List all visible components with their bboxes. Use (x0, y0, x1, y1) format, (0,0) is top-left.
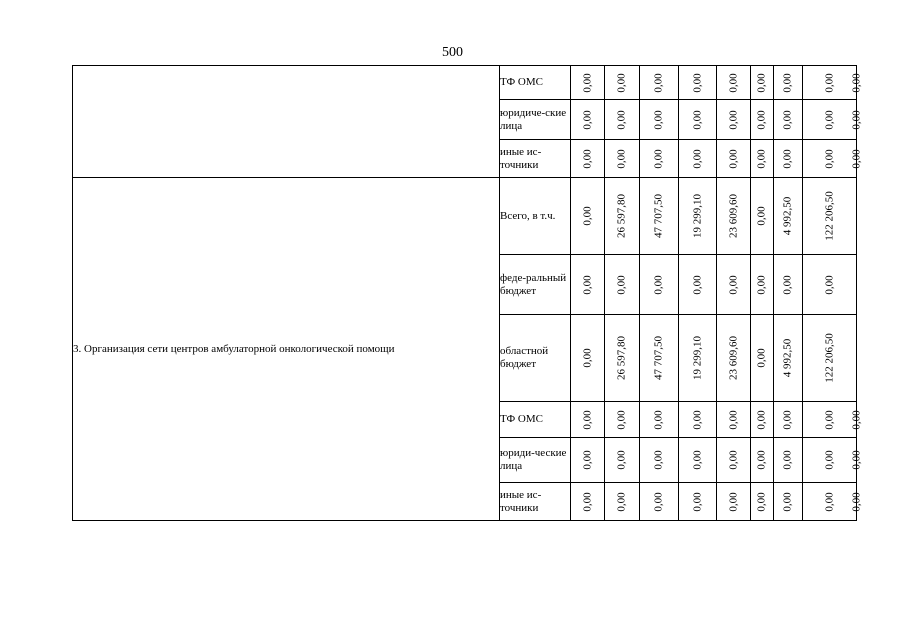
value-cell (571, 255, 605, 315)
value-text: 0,00 (850, 409, 863, 430)
value-text: 47 707,50 (652, 194, 665, 238)
value-cell (679, 66, 717, 100)
value-cell (679, 140, 717, 178)
value-cell (717, 178, 751, 255)
value-text: 47 707,50 (652, 336, 665, 380)
value-cell (803, 402, 857, 438)
value-cell (640, 402, 679, 438)
value-cell (640, 100, 679, 140)
value-text: 0,00 (652, 274, 665, 295)
value-text: 0,00 (691, 148, 704, 169)
value-text: 0,00 (581, 348, 594, 368)
value-text: 0,00 (727, 409, 740, 430)
value-text: 0,00 (781, 109, 794, 130)
value-cell (605, 402, 640, 438)
value-cell (605, 100, 640, 140)
value-cell (679, 100, 717, 140)
table-row (73, 66, 857, 100)
value-text: 0,00 (691, 409, 704, 430)
value-text: 23 609,60 (727, 336, 740, 380)
value-cell (774, 402, 803, 438)
value-cell (803, 140, 857, 178)
value-text: 19 299,10 (691, 194, 704, 238)
value-text: 0,00 (755, 491, 768, 512)
value-text: 0,00 (823, 109, 836, 130)
value-cell (803, 438, 857, 483)
value-cell (640, 178, 679, 255)
value-cell (571, 483, 605, 521)
value-cell (605, 315, 640, 402)
task-title: 3. Организация сети центров амбулаторной онкологической помощи (73, 178, 500, 521)
value-text: 0,00 (615, 72, 628, 93)
value-cell (679, 402, 717, 438)
value-cell (605, 483, 640, 521)
value-text: 19 299,10 (691, 336, 704, 380)
value-text: 0,00 (691, 274, 704, 295)
value-cell (717, 402, 751, 438)
value-text: 0,00 (691, 491, 704, 512)
value-cell (774, 140, 803, 178)
value-text: 0,00 (727, 109, 740, 130)
value-text: 122 206,50 (823, 333, 836, 383)
value-cell (717, 315, 751, 402)
value-cell (774, 315, 803, 402)
value-text: 0,00 (727, 72, 740, 93)
value-cell (774, 100, 803, 140)
value-cell (774, 255, 803, 315)
value-cell (803, 100, 857, 140)
value-cell (571, 438, 605, 483)
table-row (73, 178, 857, 255)
value-cell (605, 178, 640, 255)
value-text: 0,00 (727, 148, 740, 169)
value-cell (717, 438, 751, 483)
value-cell (751, 255, 774, 315)
value-text: 0,00 (727, 491, 740, 512)
value-text: 0,00 (755, 450, 768, 470)
value-text: 0,00 (781, 274, 794, 295)
page-number: 500 (442, 45, 463, 60)
source-cell: областной бюджет (500, 315, 571, 402)
value-text: 0,00 (850, 148, 863, 169)
value-text: 0,00 (823, 491, 836, 512)
value-text: 0,00 (581, 409, 594, 430)
value-text: 0,00 (691, 450, 704, 470)
value-cell (774, 438, 803, 483)
value-text: 0,00 (823, 72, 836, 93)
value-cell (803, 66, 857, 100)
source-cell: феде-ральный бюджет (500, 255, 571, 315)
value-text: 0,00 (755, 206, 768, 226)
value-cell (717, 255, 751, 315)
value-text: 0,00 (850, 450, 863, 470)
value-text: 0,00 (652, 109, 665, 130)
value-cell (640, 66, 679, 100)
value-text: 0,00 (652, 148, 665, 169)
value-cell (605, 255, 640, 315)
value-text: 0,00 (823, 148, 836, 169)
value-cell (751, 66, 774, 100)
value-text: 0,00 (615, 409, 628, 430)
source-cell: иные ис-точники (500, 483, 571, 521)
value-cell (717, 100, 751, 140)
value-cell (640, 438, 679, 483)
source-cell: ТФ ОМС (500, 402, 571, 438)
value-text: 0,00 (615, 274, 628, 295)
value-cell (605, 66, 640, 100)
value-cell (571, 178, 605, 255)
source-cell: юриди-ческие лица (500, 438, 571, 483)
value-cell (717, 140, 751, 178)
value-cell (571, 402, 605, 438)
source-cell: иные ис-точники (500, 140, 571, 178)
value-cell (751, 402, 774, 438)
value-text: 0,00 (755, 409, 768, 430)
value-text: 0,00 (755, 148, 768, 169)
value-cell (571, 66, 605, 100)
value-cell (774, 66, 803, 100)
value-cell (571, 315, 605, 402)
empty-task-cell (73, 66, 500, 178)
value-text: 122 206,50 (823, 191, 836, 241)
value-text: 0,00 (727, 450, 740, 470)
value-text: 23 609,60 (727, 194, 740, 238)
value-cell (751, 140, 774, 178)
value-text: 0,00 (850, 109, 863, 130)
source-cell: ТФ ОМС (500, 66, 571, 100)
value-text: 0,00 (823, 409, 836, 430)
value-text: 0,00 (823, 450, 836, 470)
value-cell (803, 255, 857, 315)
value-text: 0,00 (581, 274, 594, 295)
value-text: 0,00 (615, 450, 628, 470)
value-text: 0,00 (755, 348, 768, 368)
value-cell (774, 178, 803, 255)
value-text: 0,00 (581, 491, 594, 512)
value-cell (679, 483, 717, 521)
value-text: 4 992,50 (781, 338, 794, 378)
value-cell (803, 483, 857, 521)
source-cell: Всего, в т.ч. (500, 178, 571, 255)
value-text: 4 992,50 (781, 196, 794, 236)
source-cell: юридиче-ские лица (500, 100, 571, 140)
value-text: 0,00 (781, 72, 794, 93)
value-cell (751, 483, 774, 521)
value-cell (571, 140, 605, 178)
value-text: 0,00 (615, 491, 628, 512)
value-text: 0,00 (581, 72, 594, 93)
value-text: 0,00 (755, 274, 768, 295)
value-text: 0,00 (581, 450, 594, 470)
value-text: 0,00 (755, 109, 768, 130)
value-cell (640, 315, 679, 402)
value-cell (679, 178, 717, 255)
budget-table (72, 65, 863, 521)
value-text: 0,00 (652, 491, 665, 512)
value-cell (605, 438, 640, 483)
value-cell (640, 255, 679, 315)
value-text: 0,00 (781, 491, 794, 512)
value-cell (751, 438, 774, 483)
value-cell (751, 315, 774, 402)
value-text: 0,00 (781, 148, 794, 169)
value-text: 0,00 (581, 206, 594, 226)
value-text: 0,00 (615, 148, 628, 169)
value-text: 0,00 (581, 148, 594, 169)
value-cell (679, 315, 717, 402)
value-text: 0,00 (850, 491, 863, 512)
value-text: 0,00 (652, 450, 665, 470)
value-cell (751, 100, 774, 140)
value-text: 0,00 (781, 450, 794, 470)
value-text: 0,00 (781, 409, 794, 430)
value-cell (717, 66, 751, 100)
value-cell (803, 178, 857, 255)
value-cell (605, 140, 640, 178)
value-text: 0,00 (652, 72, 665, 93)
value-cell (751, 178, 774, 255)
value-cell (717, 483, 751, 521)
value-cell (679, 255, 717, 315)
value-text: 0,00 (755, 72, 768, 93)
value-text: 0,00 (850, 72, 863, 93)
value-cell (803, 315, 857, 402)
value-text: 0,00 (652, 409, 665, 430)
value-text: 26 597,80 (615, 194, 628, 238)
value-cell (640, 140, 679, 178)
value-text: 0,00 (615, 109, 628, 130)
value-cell (679, 438, 717, 483)
value-cell (774, 483, 803, 521)
value-text: 0,00 (823, 274, 836, 295)
value-cell (640, 483, 679, 521)
value-text: 0,00 (691, 72, 704, 93)
value-text: 26 597,80 (615, 336, 628, 380)
value-text: 0,00 (727, 274, 740, 295)
value-cell (571, 100, 605, 140)
value-text: 0,00 (691, 109, 704, 130)
value-text: 0,00 (581, 109, 594, 130)
